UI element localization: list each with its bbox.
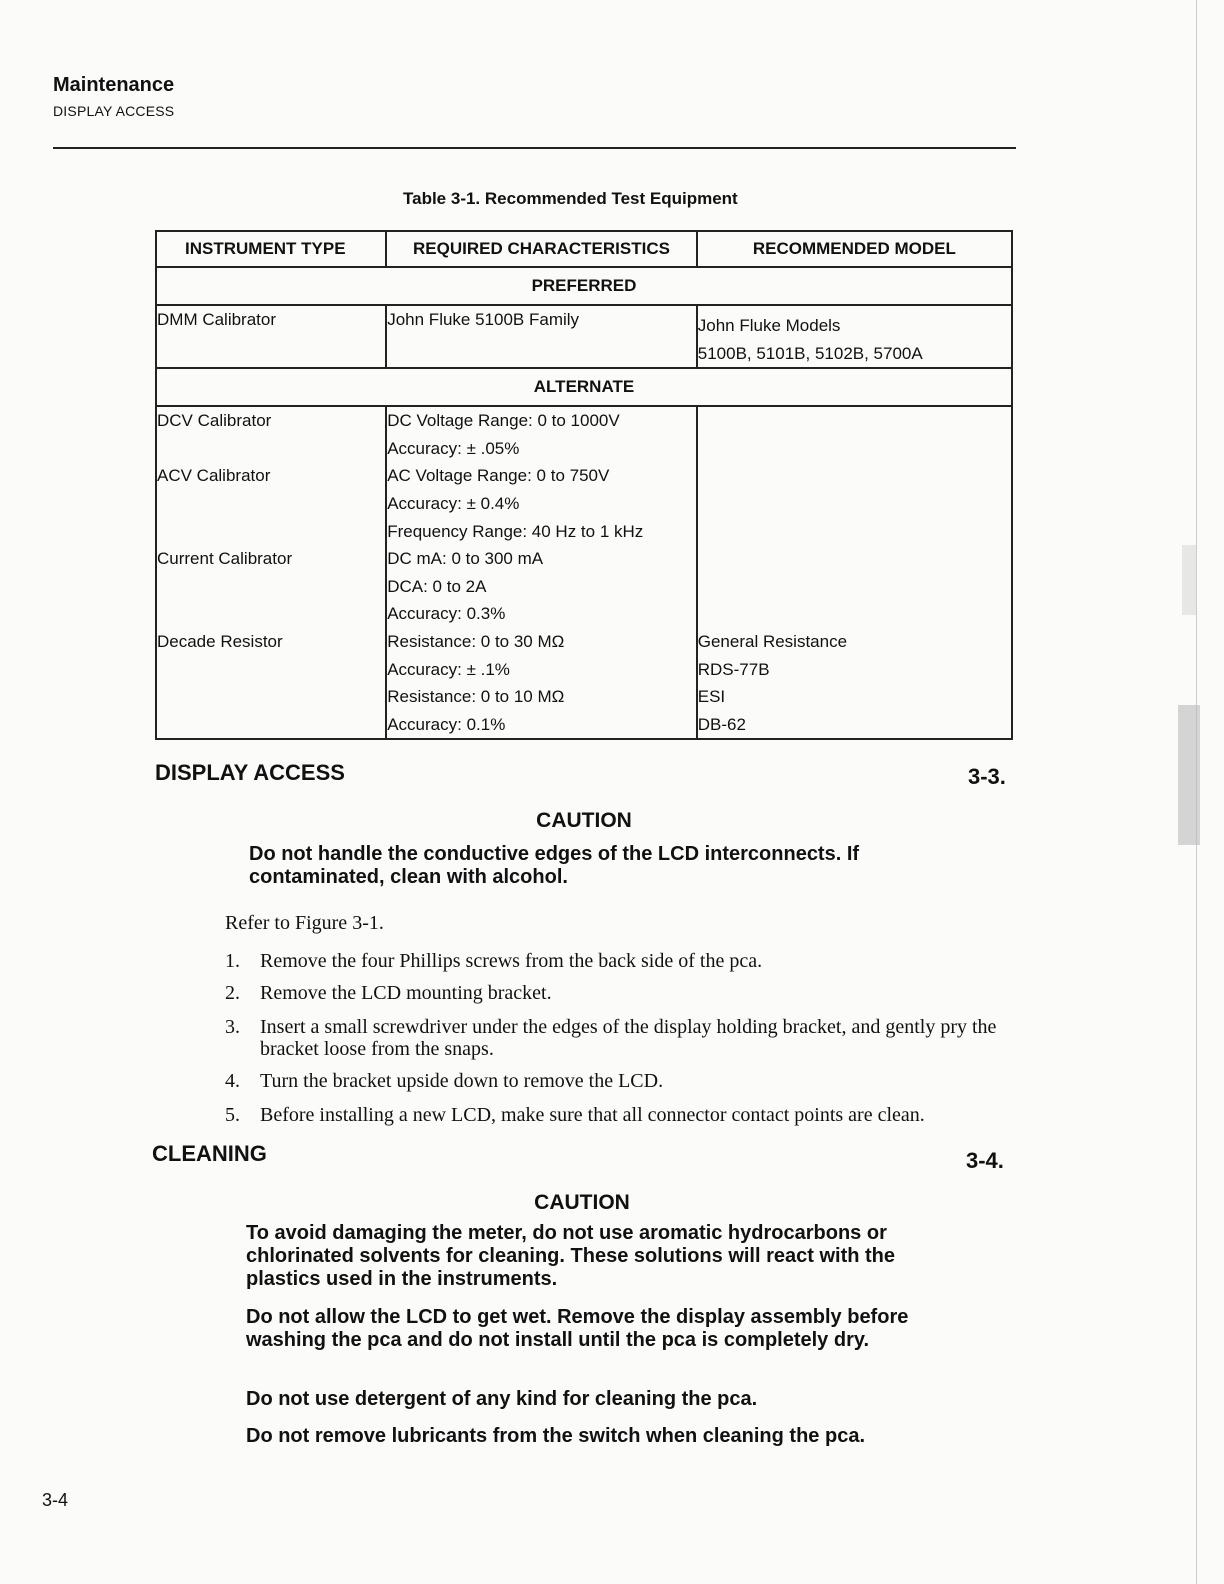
instrument-name: Current Calibrator [157, 549, 293, 569]
caution-paragraph: Do not use detergent of any kind for cleaning the pca. [246, 1388, 758, 1410]
table-row [156, 305, 1012, 368]
caution-title: CAUTION [534, 1191, 630, 1214]
header-rule [53, 147, 1016, 149]
section-label: ALTERNATE [156, 368, 1012, 406]
caution-title: CAUTION [536, 809, 632, 832]
section-label: PREFERRED [156, 267, 1012, 305]
characteristic-line: DC Voltage Range: 0 to 1000V [387, 411, 620, 431]
step-text: Before installing a new LCD, make sure that all connector contact points are clean. [260, 1104, 925, 1126]
section-row-alternate [156, 368, 1012, 406]
step-number: 2. [225, 982, 240, 1004]
model-line: RDS-77B [697, 659, 770, 679]
caution-paragraph: To avoid damaging the meter, do not use aromatic hydrocarbons or chlorinated solvents for cleaning. These solutions will react with the plastics used in the instruments. [246, 1222, 896, 1290]
model-cell [697, 406, 1012, 739]
instrument-name: DCV Calibrator [157, 411, 272, 431]
characteristic-line: Accuracy: ± .05% [387, 438, 520, 458]
characteristic-line: Resistance: 0 to 30 MΩ [387, 631, 565, 651]
section-row-preferred [156, 267, 1012, 305]
model-line: John Fluke Models [697, 316, 841, 335]
table-row [156, 406, 1012, 739]
model-line: ESI [697, 687, 726, 707]
characteristic-line: Accuracy: ± 0.4% [387, 493, 520, 513]
characteristic-line: AC Voltage Range: 0 to 750V [387, 466, 610, 486]
step-text: Remove the four Phillips screws from the back side of the pca. [260, 950, 763, 972]
characteristic-line: DCA: 0 to 2A [387, 576, 487, 596]
characteristics-cell [386, 305, 697, 368]
column-header: REQUIRED CHARACTERISTICS [386, 231, 697, 267]
step-text: Remove the LCD mounting bracket. [260, 982, 552, 1004]
caution-text: Do not handle the conductive edges of the LCD interconnects. If contaminated, clean with alcohol. [249, 843, 860, 888]
section-heading-display-access: DISPLAY ACCESS [155, 760, 345, 785]
step-text: Insert a small screwdriver under the edges of the display holding bracket, and gently pry the bracket loose from the snaps. [260, 1016, 997, 1060]
step-number: 1. [225, 950, 240, 972]
characteristic-line: Resistance: 0 to 10 MΩ [387, 687, 565, 707]
characteristic-line: John Fluke 5100B Family [387, 310, 580, 329]
characteristic-line: Accuracy: 0.3% [387, 604, 506, 624]
instrument-name: Decade Resistor [157, 631, 283, 651]
instrument-name: DMM Calibrator [157, 310, 277, 329]
instrument-cell [156, 305, 386, 368]
characteristics-cell [386, 406, 697, 739]
characteristic-line: DC mA: 0 to 300 mA [387, 549, 544, 569]
running-header-title: Maintenance [53, 74, 175, 96]
model-cell [697, 305, 1012, 368]
section-heading-cleaning: CLEANING [152, 1141, 267, 1166]
section-number: 3-4. [966, 1148, 1004, 1173]
running-header-subtitle: DISPLAY ACCESS [53, 103, 175, 119]
column-header: RECOMMENDED MODEL [697, 231, 1012, 267]
characteristic-line: Accuracy: ± .1% [387, 659, 510, 679]
characteristic-line: Accuracy: 0.1% [387, 714, 506, 734]
scan-noise [1182, 545, 1196, 615]
step-number: 5. [225, 1104, 240, 1126]
column-header: INSTRUMENT TYPE [156, 231, 386, 267]
page-number: 3-4 [42, 1490, 69, 1510]
intro-text: Refer to Figure 3-1. [225, 912, 384, 934]
section-number: 3-3. [968, 764, 1006, 789]
table-caption: Table 3-1. Recommended Test Equipment [403, 189, 738, 208]
instrument-name: ACV Calibrator [157, 466, 271, 486]
step-number: 3. [225, 1016, 240, 1038]
model-line: General Resistance [697, 631, 848, 651]
model-line: DB-62 [697, 714, 746, 734]
caution-paragraph: Do not allow the LCD to get wet. Remove the display assembly before washing the pca and do not install until the pca is completely dry. [246, 1306, 909, 1351]
scan-noise [1178, 705, 1200, 845]
instrument-cell [156, 406, 386, 739]
equipment-table [155, 230, 1013, 740]
model-line: 5100B, 5101B, 5102B, 5700A [697, 343, 923, 363]
caution-paragraph: Do not remove lubricants from the switch when cleaning the pca. [246, 1425, 865, 1447]
step-number: 4. [225, 1070, 240, 1092]
step-text: Turn the bracket upside down to remove the LCD. [260, 1070, 664, 1092]
table-header-row [156, 231, 1012, 267]
characteristic-line: Frequency Range: 40 Hz to 1 kHz [387, 521, 644, 541]
